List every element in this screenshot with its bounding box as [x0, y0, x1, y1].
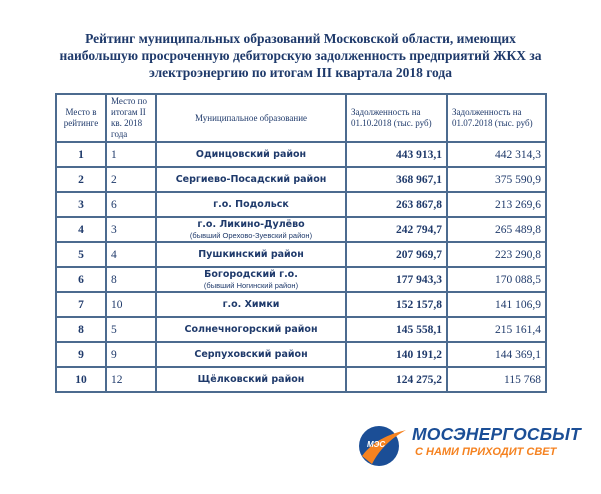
- municipality-cell: [156, 267, 346, 292]
- debt-previous-cell: 141 106,9: [447, 292, 546, 317]
- debt-previous-cell: 215 161,4: [447, 317, 546, 342]
- rank-cell: 1: [56, 142, 106, 167]
- municipality-cell: [156, 192, 346, 217]
- municipality-name: Серпуховский район: [194, 348, 308, 360]
- logo-text: МЭС: [367, 440, 386, 449]
- rank-cell: 8: [56, 317, 106, 342]
- prev-rank-cell: 6: [106, 192, 156, 217]
- rank-cell: 2: [56, 167, 106, 192]
- prev-rank-cell: 9: [106, 342, 156, 367]
- debt-previous-cell: 213 269,6: [447, 192, 546, 217]
- prev-rank-cell: 2: [106, 167, 156, 192]
- debt-previous-cell: 375 590,9: [447, 167, 546, 192]
- header-municipality: Муниципальное образование: [156, 94, 346, 142]
- table-row: [56, 292, 546, 317]
- table-row: [56, 142, 546, 167]
- debt-current-cell: 263 867,8: [346, 192, 447, 217]
- title-line-1: Рейтинг муниципальных образований Московской области, имеющих: [85, 31, 516, 46]
- municipality-cell: [156, 367, 346, 392]
- municipality-cell: [156, 317, 346, 342]
- municipality-name: Одинцовский район: [195, 148, 307, 160]
- debt-current-cell: 145 558,1: [346, 317, 447, 342]
- rank-cell: 3: [56, 192, 106, 217]
- table-row: [56, 342, 546, 367]
- brand-slogan: С НАМИ ПРИХОДИТ СВЕТ: [415, 446, 557, 458]
- municipality-cell: [156, 217, 346, 242]
- municipality-name: г.о. Ликино-Дулёво: [197, 219, 305, 230]
- municipality-name: г.о. Химки: [222, 298, 280, 310]
- municipality-name: Щёлковский район: [197, 373, 305, 385]
- rank-cell: 9: [56, 342, 106, 367]
- municipality-cell: [156, 167, 346, 192]
- header-debt-previous: Задолженность на 01.07.2018 (тыс. руб): [447, 94, 546, 142]
- report-title: [20, 30, 581, 81]
- brand-name: МОСЭНЕРГОСБЫТ: [412, 424, 581, 444]
- municipality-name: Солнечногорский район: [184, 323, 318, 335]
- rank-cell: 4: [56, 217, 106, 242]
- municipality-note: (бывший Ногинский район): [203, 281, 299, 290]
- municipality-name: Пушкинский район: [198, 248, 304, 260]
- debt-current-cell: 140 191,2: [346, 342, 447, 367]
- debt-previous-cell: 144 369,1: [447, 342, 546, 367]
- rank-cell: 5: [56, 242, 106, 267]
- debt-current-cell: 177 943,3: [346, 267, 447, 292]
- prev-rank-cell: 10: [106, 292, 156, 317]
- rating-table: [55, 93, 547, 393]
- header-prev-rank: Место по итогам II кв. 2018 года: [106, 94, 156, 142]
- table-row: [56, 267, 546, 292]
- prev-rank-cell: 5: [106, 317, 156, 342]
- debt-current-cell: 207 969,7: [346, 242, 447, 267]
- municipality-cell: [156, 292, 346, 317]
- debt-previous-cell: 442 314,3: [447, 142, 546, 167]
- debt-previous-cell: 265 489,8: [447, 217, 546, 242]
- prev-rank-cell: 12: [106, 367, 156, 392]
- header-debt-current: Задолженность на 01.10.2018 (тыс. руб): [346, 94, 447, 142]
- debt-current-cell: 124 275,2: [346, 367, 447, 392]
- title-line-2: наибольшую просроченную дебиторскую задолженность предприятий ЖКХ за: [59, 48, 542, 63]
- debt-current-cell: 443 913,1: [346, 142, 447, 167]
- municipality-note: (бывший Орехово-Зуевский район): [189, 231, 313, 240]
- prev-rank-cell: 8: [106, 267, 156, 292]
- rank-cell: 10: [56, 367, 106, 392]
- debt-current-cell: 242 794,7: [346, 217, 447, 242]
- header-row: [56, 94, 546, 142]
- prev-rank-cell: 1: [106, 142, 156, 167]
- debt-previous-cell: 115 768: [447, 367, 546, 392]
- debt-previous-cell: 170 088,5: [447, 267, 546, 292]
- prev-rank-cell: 4: [106, 242, 156, 267]
- table-row: [56, 217, 546, 242]
- debt-previous-cell: 223 290,8: [447, 242, 546, 267]
- municipality-name: г.о. Подольск: [213, 198, 289, 210]
- municipality-cell: [156, 142, 346, 167]
- table-row: [56, 167, 546, 192]
- municipality-name: Сергиево-Посадский район: [175, 173, 327, 185]
- debt-current-cell: 368 967,1: [346, 167, 447, 192]
- municipality-name: Богородский г.о.: [204, 269, 298, 280]
- header-rank: Место в рейтинге: [56, 94, 106, 142]
- debt-current-cell: 152 157,8: [346, 292, 447, 317]
- municipality-cell: [156, 242, 346, 267]
- table-row: [56, 367, 546, 392]
- table-row: [56, 192, 546, 217]
- table-row: [56, 242, 546, 267]
- rank-cell: 6: [56, 267, 106, 292]
- rank-cell: 7: [56, 292, 106, 317]
- title-line-3: электроэнергию по итогам III квартала 2018 года: [149, 65, 452, 80]
- municipality-cell: [156, 342, 346, 367]
- prev-rank-cell: 3: [106, 217, 156, 242]
- table-row: [56, 317, 546, 342]
